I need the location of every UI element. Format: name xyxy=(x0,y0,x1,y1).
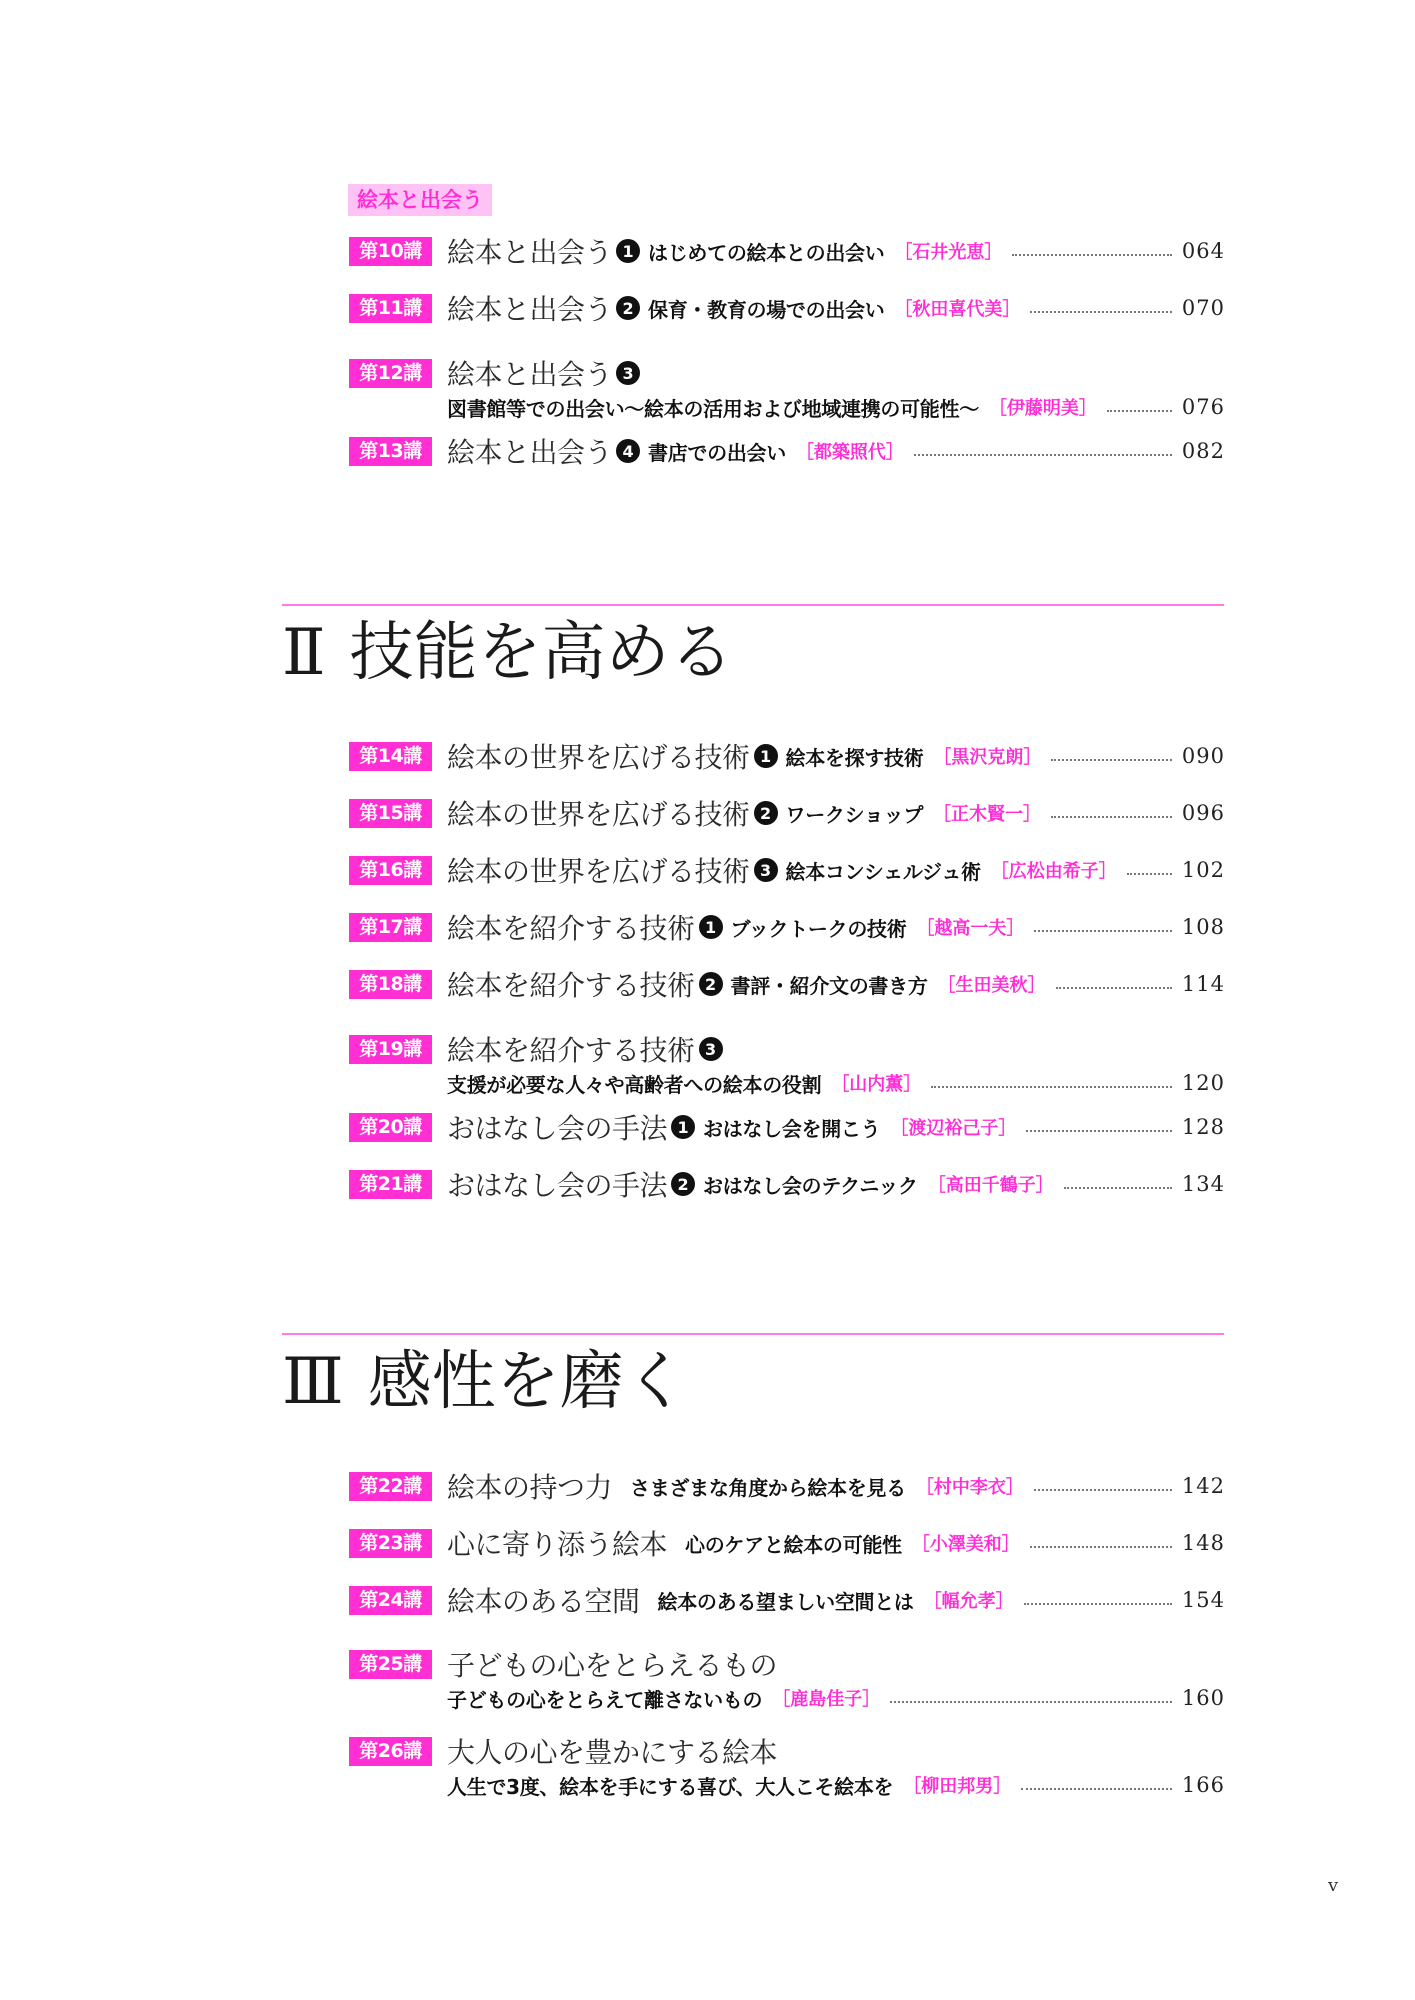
leader-dots xyxy=(931,1086,1172,1088)
entry-title: 心に寄り添う絵本 xyxy=(447,1528,668,1561)
lecture-tag: 第23講 xyxy=(349,1529,432,1558)
entry-title: 絵本のある空間 xyxy=(447,1585,640,1618)
entry-title: 絵本と出会う xyxy=(447,293,613,326)
entry-page: 142 xyxy=(1181,1474,1225,1498)
entry-title: 絵本を紹介する技術 xyxy=(447,912,695,945)
leader-dots xyxy=(1051,759,1171,761)
entry-author: ［高田千鶴子］ xyxy=(927,1175,1054,1196)
number-circle-icon: 4 xyxy=(616,439,640,463)
entry-line xyxy=(447,233,1225,269)
entry-title: おはなし会の手法 xyxy=(447,1169,668,1202)
entry-title: 絵本の世界を広げる技術 xyxy=(447,741,750,774)
entry-line xyxy=(447,290,1225,326)
entry-subtitle: ワークショップ xyxy=(785,802,924,827)
number-circle-icon: 2 xyxy=(754,801,778,825)
entry-page: 128 xyxy=(1181,1115,1225,1139)
entry-page: 134 xyxy=(1181,1172,1225,1196)
number-circle-icon: 2 xyxy=(616,296,640,320)
leader-dots xyxy=(1051,816,1172,818)
entry-author: ［都築照代］ xyxy=(795,442,904,463)
entry-page: 108 xyxy=(1181,915,1225,939)
entry-line xyxy=(447,909,1225,945)
entry-line xyxy=(447,1166,1225,1202)
part-divider xyxy=(282,1333,1224,1335)
entry-page: 076 xyxy=(1181,395,1225,419)
entry-author: ［広松由希子］ xyxy=(990,861,1117,882)
lecture-tag: 第25講 xyxy=(349,1650,432,1679)
entry-line xyxy=(447,355,1225,391)
entry-title: 子どもの心をとらえるもの xyxy=(447,1649,778,1682)
leader-dots xyxy=(914,454,1172,456)
lecture-tag: 第15講 xyxy=(349,799,432,828)
entry-line xyxy=(447,1109,1225,1145)
part-divider xyxy=(282,604,1224,606)
entry-title: 絵本の世界を広げる技術 xyxy=(447,798,750,831)
lecture-tag: 第13講 xyxy=(349,437,432,466)
entry-line xyxy=(447,966,1225,1002)
entry-line xyxy=(447,1525,1225,1561)
entry-author: ［幅允孝］ xyxy=(923,1591,1014,1612)
leader-dots xyxy=(890,1701,1172,1703)
part-heading: 技能を高める xyxy=(349,616,734,690)
entry-author: ［越高一夫］ xyxy=(916,918,1025,939)
entry-page: 148 xyxy=(1181,1531,1225,1555)
entry-page: 160 xyxy=(1181,1686,1225,1710)
leader-dots xyxy=(1034,1489,1172,1491)
number-circle-icon: 2 xyxy=(671,1172,695,1196)
entry-subtitle: 図書館等での出会い～絵本の活用および地域連携の可能性～ xyxy=(447,396,979,421)
entry-subtitle: 保育・教育の場での出会い xyxy=(648,297,885,322)
entry-subtitle: ブックトークの技術 xyxy=(730,916,907,941)
entry-page: 064 xyxy=(1181,239,1225,263)
lecture-tag: 第26講 xyxy=(349,1737,432,1766)
number-circle-icon: 3 xyxy=(616,361,640,385)
entry-author: ［柳田邦男］ xyxy=(903,1776,1012,1797)
number-circle-icon: 1 xyxy=(699,915,723,939)
entry-subtitle: おはなし会のテクニック xyxy=(703,1173,918,1198)
entry-line xyxy=(447,1031,1225,1067)
lecture-tag: 第21講 xyxy=(349,1170,432,1199)
lecture-tag: 第10講 xyxy=(349,237,432,266)
entry-page: 082 xyxy=(1181,439,1225,463)
entry-title: 絵本の世界を広げる技術 xyxy=(447,855,750,888)
part-title xyxy=(282,1347,688,1417)
entry-author: ［生田美秋］ xyxy=(937,975,1046,996)
entry-author: ［伊藤明美］ xyxy=(988,398,1097,419)
entry-subtitle: はじめての絵本との出会い xyxy=(648,240,885,265)
entry-author: ［秋田喜代美］ xyxy=(894,299,1021,320)
number-circle-icon: 1 xyxy=(671,1115,695,1139)
leader-dots xyxy=(1030,311,1171,313)
leader-dots xyxy=(1127,873,1172,875)
entry-line-2 xyxy=(447,1680,1225,1716)
part-numeral: Ⅲ xyxy=(282,1345,344,1419)
entry-author: ［渡辺裕己子］ xyxy=(890,1118,1017,1139)
entry-page: 154 xyxy=(1181,1588,1225,1612)
lecture-tag: 第14講 xyxy=(349,742,432,771)
part-title xyxy=(282,618,734,688)
entry-page: 070 xyxy=(1181,296,1225,320)
leader-dots xyxy=(1012,254,1171,256)
entry-subtitle: 子どもの心をとらえて離さないもの xyxy=(447,1687,763,1712)
entry-subtitle: おはなし会を開こう xyxy=(703,1116,881,1141)
entry-page: 114 xyxy=(1181,972,1225,996)
entry-subtitle: 書評・紹介文の書き方 xyxy=(730,973,928,998)
lecture-tag: 第12講 xyxy=(349,359,432,388)
leader-dots xyxy=(1056,987,1172,989)
leader-dots xyxy=(1064,1187,1172,1189)
part-heading: 感性を磨く xyxy=(367,1345,688,1419)
entry-page: 096 xyxy=(1181,801,1225,825)
leader-dots xyxy=(1024,1603,1172,1605)
lecture-tag: 第11講 xyxy=(349,294,432,323)
entry-subtitle: 絵本を探す技術 xyxy=(785,745,924,770)
entry-title: 大人の心を豊かにする絵本 xyxy=(447,1736,778,1769)
entry-line xyxy=(447,795,1225,831)
section-label: 絵本と出会う xyxy=(348,184,492,216)
lecture-tag: 第24講 xyxy=(349,1586,432,1615)
entry-page: 102 xyxy=(1181,858,1225,882)
lecture-tag: 第18講 xyxy=(349,970,432,999)
leader-dots xyxy=(1030,1546,1172,1548)
number-circle-icon: 1 xyxy=(754,744,778,768)
entry-page: 166 xyxy=(1181,1773,1225,1797)
lecture-tag: 第17講 xyxy=(349,913,432,942)
entry-author: ［正木賢一］ xyxy=(933,804,1042,825)
entry-title: 絵本と出会う xyxy=(447,236,613,269)
entry-line-2 xyxy=(447,389,1225,425)
number-circle-icon: 3 xyxy=(754,858,778,882)
entry-subtitle: 絵本のある望ましい空間とは xyxy=(657,1589,914,1614)
leader-dots xyxy=(1034,930,1171,932)
entry-line-2 xyxy=(447,1065,1225,1101)
entry-subtitle: 心のケアと絵本の可能性 xyxy=(685,1532,902,1557)
lecture-tag: 第19講 xyxy=(349,1035,432,1064)
lecture-tag: 第20講 xyxy=(349,1113,432,1142)
entry-line xyxy=(447,433,1225,469)
entry-page: 090 xyxy=(1181,744,1225,768)
part-numeral: Ⅱ xyxy=(282,616,326,690)
entry-line xyxy=(447,852,1225,888)
entry-author: ［鹿島佳子］ xyxy=(772,1689,881,1710)
number-circle-icon: 2 xyxy=(699,972,723,996)
entry-subtitle: さまざまな角度から絵本を見る xyxy=(630,1475,906,1500)
leader-dots xyxy=(1026,1130,1172,1132)
leader-dots xyxy=(1021,1788,1172,1790)
entry-author: ［石井光恵］ xyxy=(894,242,1003,263)
page-folio: v xyxy=(1328,1875,1339,1896)
entry-title: 絵本を紹介する技術 xyxy=(447,969,695,1002)
lecture-tag: 第22講 xyxy=(349,1472,432,1501)
entry-author: ［黒沢克朗］ xyxy=(933,747,1042,768)
entry-author: ［小澤美和］ xyxy=(911,1534,1020,1555)
entry-author: ［山内薫］ xyxy=(831,1074,922,1095)
entry-subtitle: 書店での出会い xyxy=(648,440,786,465)
entry-line xyxy=(447,1582,1225,1618)
entry-line xyxy=(447,1468,1225,1504)
entry-author: ［村中李衣］ xyxy=(915,1477,1024,1498)
entry-title: 絵本と出会う xyxy=(447,358,613,391)
entry-line-2 xyxy=(447,1767,1225,1803)
entry-line xyxy=(447,738,1225,774)
entry-subtitle: 絵本コンシェルジュ術 xyxy=(785,859,981,884)
number-circle-icon: 1 xyxy=(616,239,640,263)
lecture-tag: 第16講 xyxy=(349,856,432,885)
entry-title: おはなし会の手法 xyxy=(447,1112,668,1145)
entry-line xyxy=(447,1646,1225,1682)
entry-line xyxy=(447,1733,1225,1769)
entry-subtitle: 支援が必要な人々や高齢者への絵本の役割 xyxy=(447,1072,822,1097)
leader-dots xyxy=(1107,410,1172,412)
entry-title: 絵本の持つ力 xyxy=(447,1471,613,1504)
entry-title: 絵本を紹介する技術 xyxy=(447,1034,695,1067)
number-circle-icon: 3 xyxy=(699,1037,723,1061)
entry-subtitle: 人生で3度、絵本を手にする喜び、大人こそ絵本を xyxy=(447,1774,894,1799)
entry-title: 絵本と出会う xyxy=(447,436,613,469)
entry-page: 120 xyxy=(1181,1071,1225,1095)
